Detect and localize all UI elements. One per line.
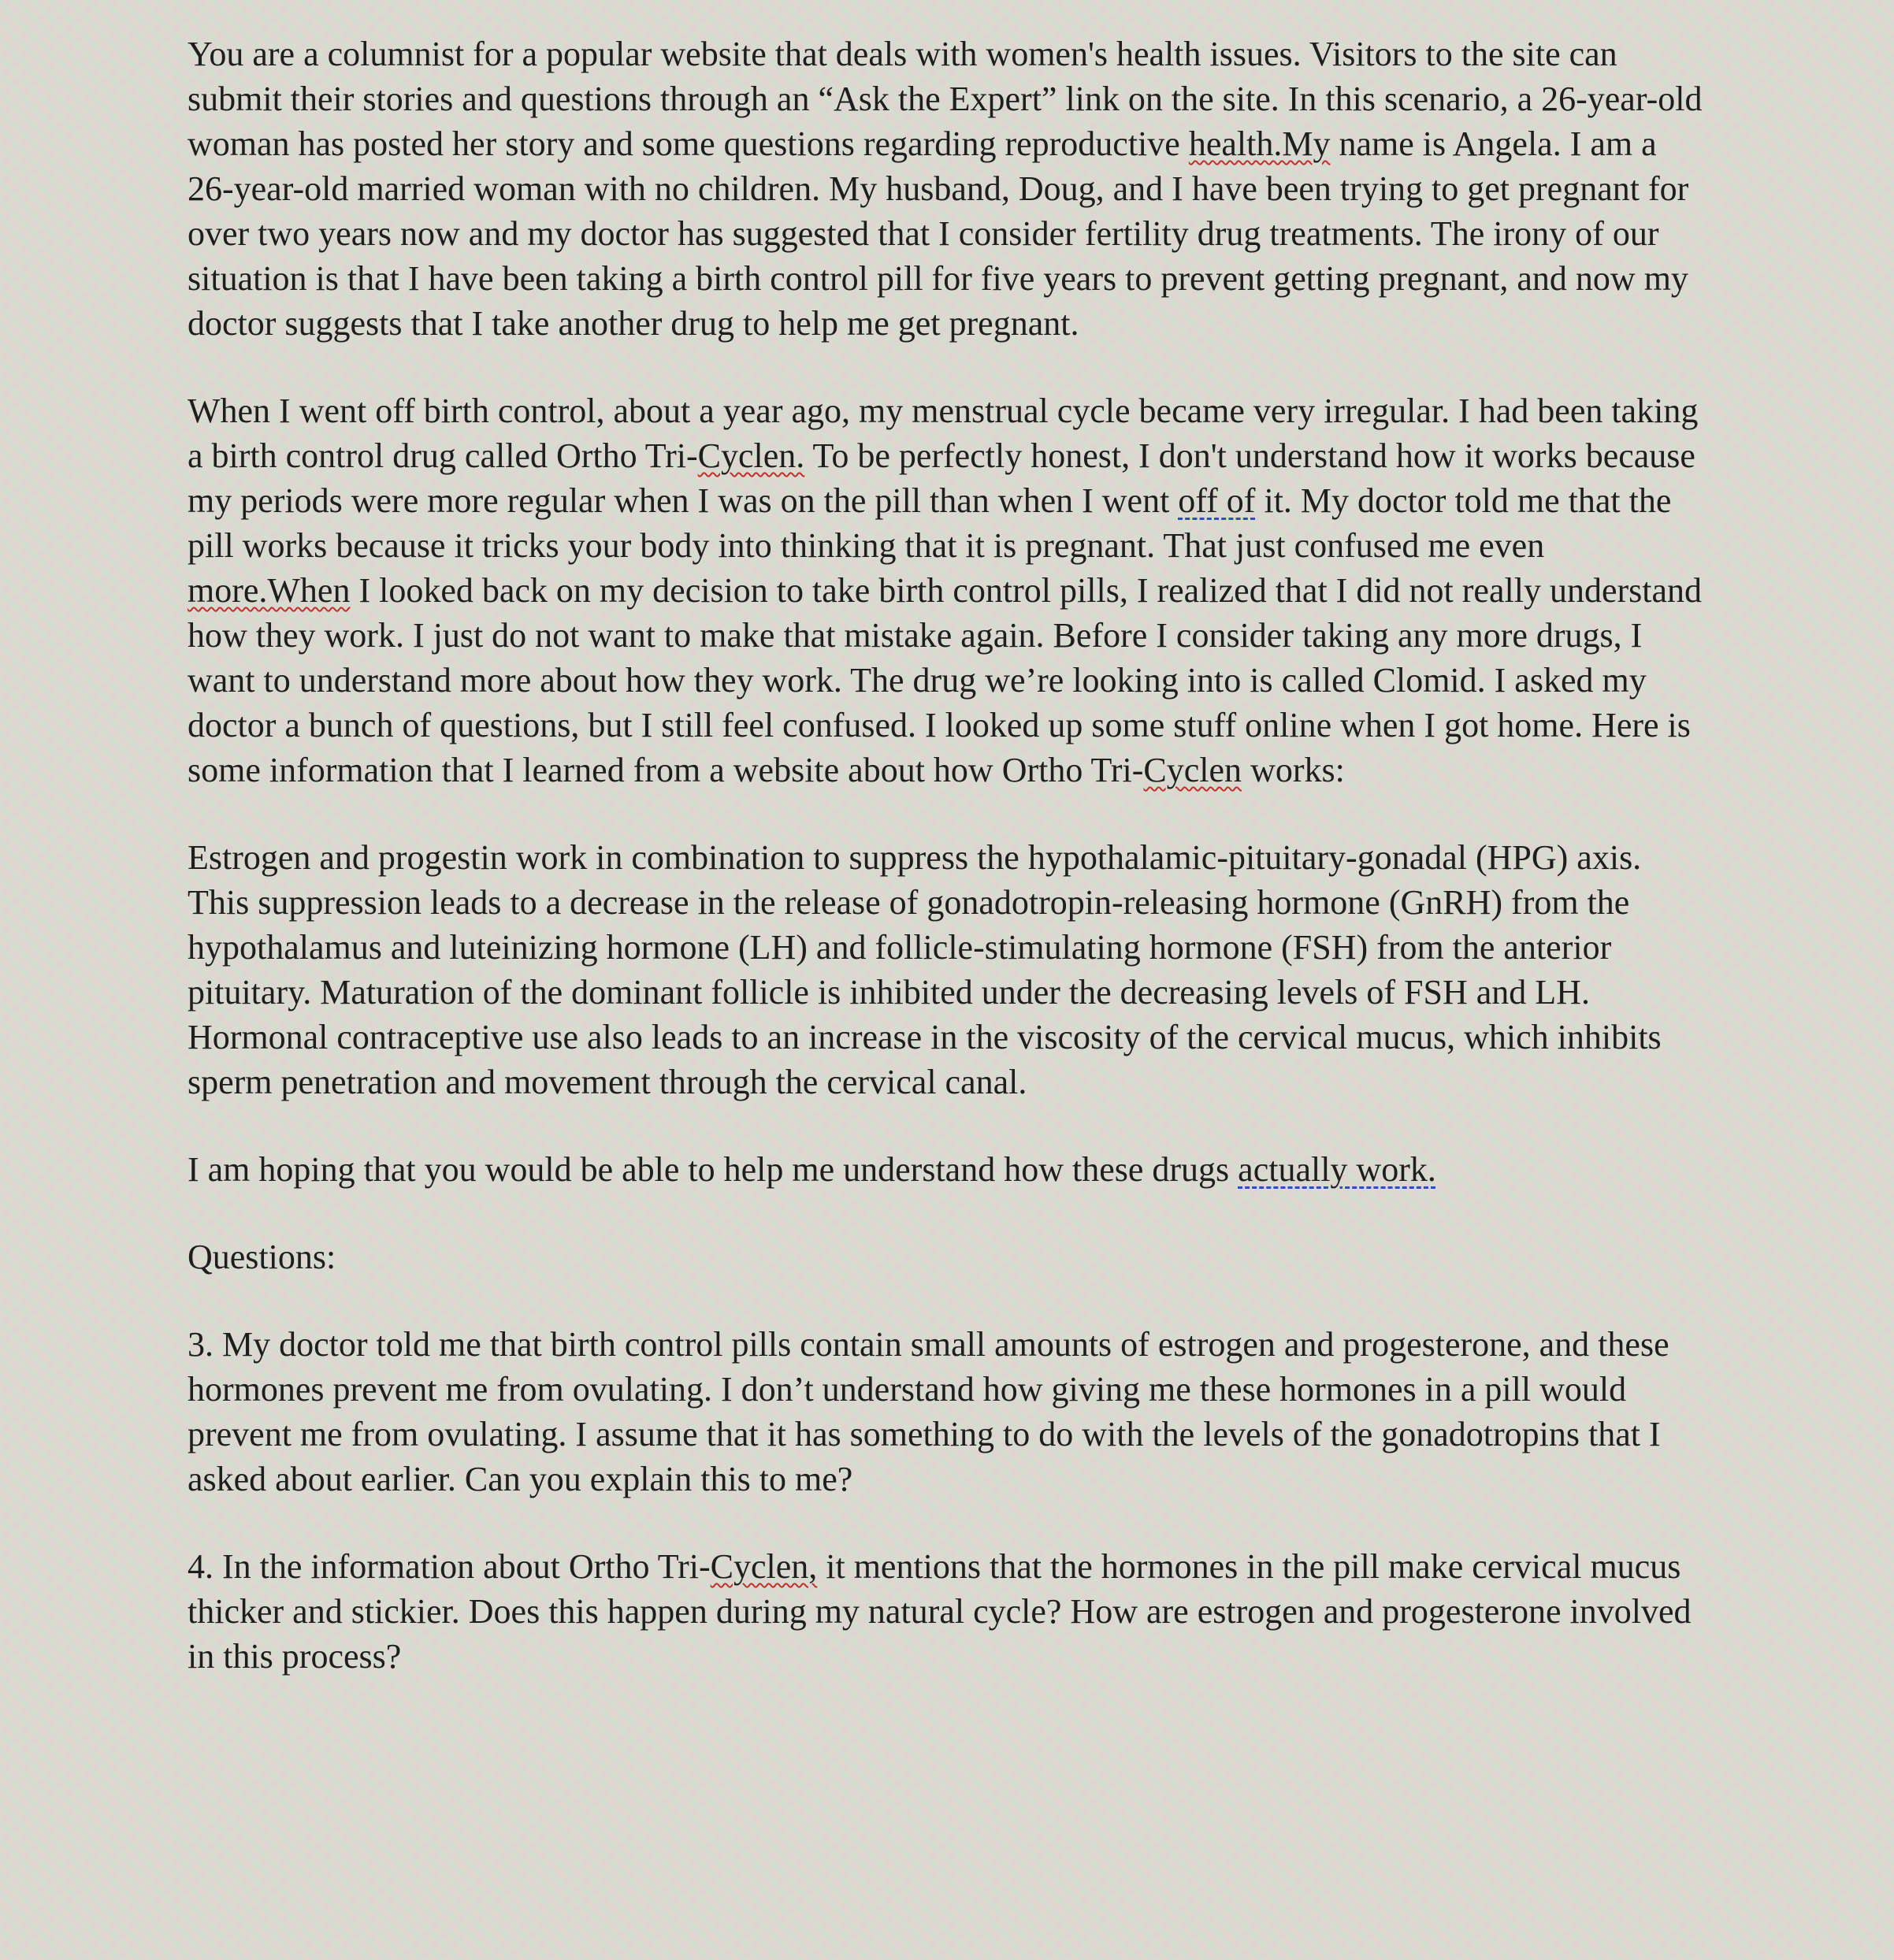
- question-4-text-1: 4. In the information about Ortho Tri-: [188, 1547, 711, 1586]
- question-4: [188, 1544, 1708, 1679]
- question-4-text-2: it mentions that the hormones in the pill make cervical mucus thicker and stickier. Does this happen during my natural cycle? How are estrogen and progesterone involved in this process?: [188, 1547, 1692, 1676]
- story-text-2: To be perfectly honest, I don't understand how it works because my periods were more regular when I was on the pill than when I went: [188, 436, 1695, 520]
- spellcheck-flag[interactable]: more.When: [188, 571, 351, 610]
- excerpt-paragraph: Estrogen and progestin work in combination to suppress the hypothalamic-pituitary-gonadal (HPG) axis. This suppression leads to a decrease in the release of gonadotropin-releasing hormone (GnRH) from the hypothalamus and luteinizing hormone (LH) and follicle-stimulating hormone (FSH) from the anterior pituitary. Maturation of the dominant follicle is inhibited under the decreasing levels of FSH and LH. Hormonal contraceptive use also leads to an increase in the viscosity of the cervical mucus, which inhibits sperm penetration and movement through the cervical canal.: [188, 838, 1662, 1101]
- grammar-flag[interactable]: off of: [1178, 481, 1256, 520]
- closing-paragraph: [188, 1147, 1708, 1192]
- story-text-1: When I went off birth control, about a year ago, my menstrual cycle became very irregular. I had been taking a birth control drug called Ortho Tri-: [188, 392, 1699, 475]
- closing-text-1: I am hoping that you would be able to help me understand how these drugs: [188, 1150, 1239, 1189]
- story-paragraph: [188, 388, 1708, 793]
- question-3: 3. My doctor told me that birth control pills contain small amounts of estrogen and progesterone, and these hormones prevent me from ovulating. I don’t understand how giving me these hormones in a pill would prevent me from ovulating. I assume that it has something to do with the levels of the gonadotropins that I asked about earlier. Can you explain this to me?: [188, 1325, 1669, 1498]
- intro-paragraph: [188, 32, 1708, 346]
- grammar-flag[interactable]: actually work.: [1238, 1150, 1436, 1189]
- intro-text-2: name is Angela. I am a 26-year-old married woman with no children. My husband, Doug, and I have been trying to get pregnant for over two years now and my doctor has suggested that I consider fertility drug treatments. The irony of our situation is that I have been taking a birth control pill for five years to prevent getting pregnant, and now my doctor suggests that I take another drug to help me get pregnant.: [188, 124, 1689, 343]
- intro-text-1: You are a columnist for a popular website that deals with women's health issues. Visitors to the site can submit their stories and questions through an “Ask the Expert” link on the site. In this scenario, a 26-year-old woman has posted her story and some questions regarding reproductive: [188, 35, 1703, 163]
- story-text-3: it. My doctor told me that the pill works because it tricks your body into thinking that it is pregnant. That just confused me even: [188, 481, 1672, 565]
- spellcheck-flag[interactable]: Cyclen: [1143, 751, 1242, 789]
- spellcheck-flag[interactable]: Cyclen,: [710, 1547, 818, 1586]
- document-body: [188, 32, 1708, 1721]
- story-text-5: works:: [1242, 751, 1345, 789]
- questions-heading: Questions:: [188, 1238, 336, 1276]
- spellcheck-flag[interactable]: Cyclen.: [697, 436, 805, 475]
- spellcheck-flag[interactable]: health.My: [1188, 124, 1331, 163]
- story-text-4: I looked back on my decision to take birth control pills, I realized that I did not really understand how they work. I just do not want to make that mistake again. Before I consider taking any more drugs, I want to understand more about how they work. The drug we’re looking into is called Clomid. I asked my doctor a bunch of questions, but I still feel confused. I looked up some stuff online when I got home. Here is some information that I learned from a website about how Ortho Tri-: [188, 571, 1702, 789]
